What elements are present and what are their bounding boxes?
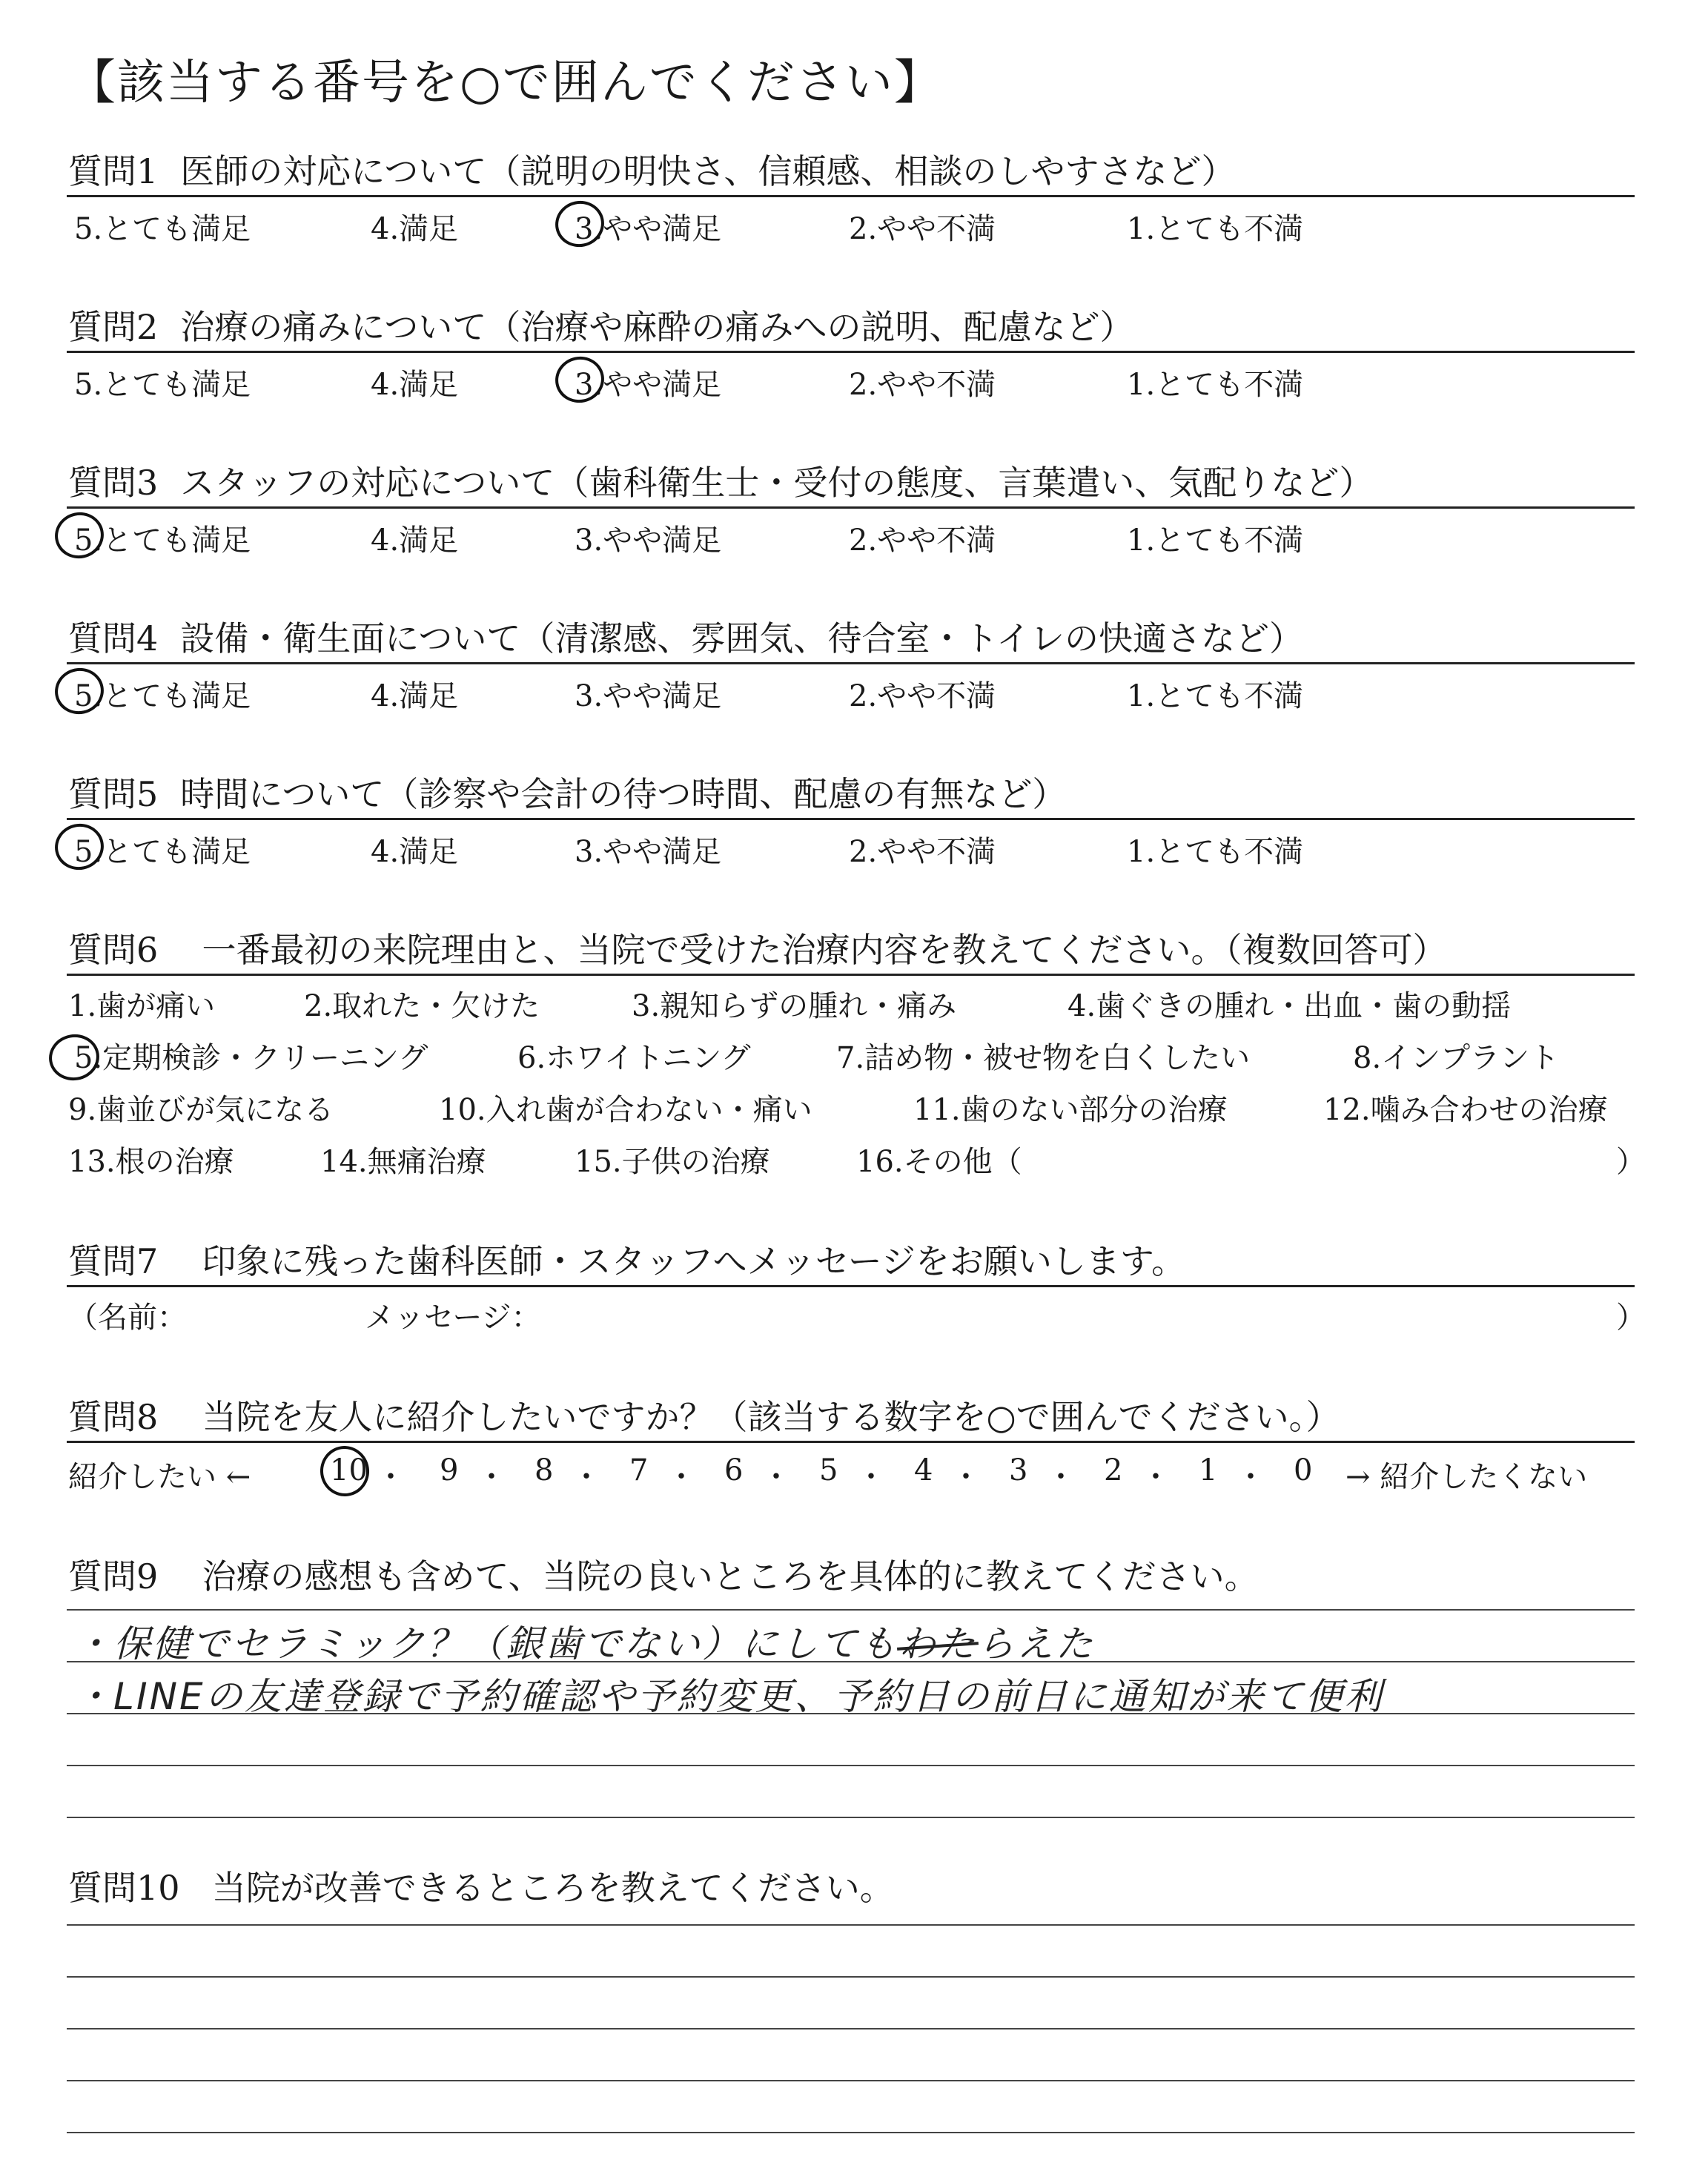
question-text: 治療の痛みについて（治療や麻酔の痛みへの説明、配慮など） — [180, 307, 1134, 347]
rating-option[interactable]: 5.とても満足 — [74, 524, 251, 558]
rating-option[interactable]: 2.やや不満 — [849, 835, 996, 869]
rating-option[interactable]: 2.やや不満 — [849, 368, 996, 402]
answer-line — [67, 1609, 1635, 1611]
treatment-option[interactable]: 6.ホワイトニング — [517, 1041, 751, 1075]
question-label: 質問7 — [68, 1241, 159, 1281]
scale-separator: ・ — [477, 1460, 506, 1494]
message-label: メッセージ： — [365, 1301, 541, 1335]
question-label: 質問10 — [68, 1868, 180, 1908]
selection-circle — [317, 1443, 373, 1500]
rating-option[interactable]: 5.とても満足 — [74, 212, 251, 246]
scale-separator: ・ — [572, 1460, 601, 1494]
rating-option[interactable]: 5.とても満足 — [74, 368, 251, 402]
question-text: 治療の感想も含めて、当院の良いところを具体的に教えてください。 — [202, 1556, 1259, 1596]
scale-number[interactable]: 2 — [1104, 1453, 1123, 1487]
answer-line — [67, 1817, 1635, 1818]
rating-option[interactable]: 4.満足 — [371, 212, 459, 246]
rating-option[interactable]: 3.やや満足 — [575, 835, 722, 869]
question-text: 時間について（診察や会計の待つ時間、配慮の有無など） — [180, 774, 1067, 814]
question-label: 質問2 — [68, 307, 159, 347]
question-label: 質問8 — [68, 1397, 159, 1437]
scale-number[interactable]: 1 — [1199, 1453, 1218, 1487]
answer-line — [67, 2080, 1635, 2081]
treatment-option[interactable]: 14.無痛治療 — [320, 1145, 486, 1179]
answer-line — [67, 2132, 1635, 2133]
question-text: 一番最初の来院理由と、当院で受けた治療内容を教えてください。（複数回答可） — [202, 930, 1447, 970]
question-text: 当院が改善できるところを教えてください。 — [211, 1868, 894, 1908]
treatment-option[interactable]: 15.子供の治療 — [575, 1145, 770, 1179]
scale-number[interactable]: 3 — [1009, 1453, 1028, 1487]
treatment-option[interactable]: 2.取れた・欠けた — [304, 989, 540, 1023]
answer-line — [67, 2028, 1635, 2029]
scale-separator: ・ — [376, 1460, 406, 1494]
scale-number[interactable]: 9 — [440, 1453, 459, 1487]
treatment-option[interactable]: 3.親知らずの腫れ・痛み — [632, 989, 957, 1023]
rating-option[interactable]: 3.やや満足 — [575, 368, 722, 402]
close-paren: ） — [1616, 1301, 1646, 1335]
question-rule — [67, 974, 1635, 976]
scale-number[interactable]: 8 — [534, 1453, 554, 1487]
rating-option[interactable]: 3.やや満足 — [575, 212, 722, 246]
question-rule — [67, 1441, 1635, 1443]
rating-option[interactable]: 4.満足 — [371, 368, 459, 402]
rating-option[interactable]: 3.やや満足 — [575, 679, 722, 713]
treatment-option[interactable]: 11.歯のない部分の治療 — [913, 1093, 1228, 1127]
rating-option[interactable]: 1.とても不満 — [1127, 679, 1304, 713]
treatment-option[interactable]: 16.その他（ — [856, 1145, 1022, 1179]
question-label: 質問9 — [68, 1556, 159, 1596]
page-title: 【該当する番号を○で囲んでください】 — [68, 56, 943, 110]
scale-number[interactable]: 6 — [724, 1453, 744, 1487]
scale-separator: ・ — [1046, 1460, 1076, 1494]
rating-option[interactable]: 1.とても不満 — [1127, 368, 1304, 402]
scale-separator: ・ — [666, 1460, 696, 1494]
treatment-option[interactable]: 1.歯が痛い — [68, 989, 216, 1023]
rating-option[interactable]: 5.とても満足 — [74, 835, 251, 869]
treatment-option[interactable]: 7.詰め物・被せ物を白くしたい — [836, 1041, 1251, 1075]
question-text: スタッフの対応について（歯科衛生士・受付の態度、言葉遣い、気配りなど） — [180, 463, 1374, 503]
answer-line — [67, 1976, 1635, 1978]
question-rule — [67, 351, 1635, 353]
treatment-option[interactable]: 5.定期検診・クリーニング — [74, 1041, 428, 1075]
question-rule — [67, 506, 1635, 509]
question-rule — [67, 1285, 1635, 1287]
scale-separator: ・ — [1141, 1460, 1171, 1494]
scale-separator: ・ — [951, 1460, 981, 1494]
name-label: （名前： — [68, 1301, 187, 1335]
scale-separator: ・ — [1236, 1460, 1265, 1494]
rating-option[interactable]: 4.満足 — [371, 835, 459, 869]
scale-number[interactable]: 5 — [819, 1453, 838, 1487]
rating-option[interactable]: 2.やや不満 — [849, 524, 996, 558]
treatment-option[interactable]: 4.歯ぐきの腫れ・出血・歯の動揺 — [1068, 989, 1512, 1023]
scale-number[interactable]: 7 — [629, 1453, 649, 1487]
question-text: 設備・衛生面について（清潔感、雰囲気、待合室・トイレの快適さなど） — [180, 618, 1304, 658]
rating-option[interactable]: 3.やや満足 — [575, 524, 722, 558]
rating-option[interactable]: 1.とても不満 — [1127, 212, 1304, 246]
other-close-paren: ） — [1616, 1145, 1646, 1179]
rating-option[interactable]: 2.やや不満 — [849, 212, 996, 246]
question-text: 医師の対応について（説明の明快さ、信頼感、相談のしやすさなど） — [180, 151, 1236, 191]
answer-line — [67, 1924, 1635, 1926]
treatment-option[interactable]: 9.歯並びが気になる — [68, 1093, 334, 1127]
question-label: 質問5 — [68, 774, 159, 814]
question-label: 質問3 — [68, 463, 159, 503]
question-label: 質問6 — [68, 930, 159, 970]
scale-separator: ・ — [761, 1460, 791, 1494]
question-rule — [67, 818, 1635, 820]
question-label: 質問1 — [68, 151, 159, 191]
scale-number[interactable]: 0 — [1294, 1453, 1313, 1487]
question-label: 質問4 — [68, 618, 159, 658]
treatment-option[interactable]: 13.根の治療 — [68, 1145, 234, 1179]
handwritten-answer-line-1: ・保健でセラミック？（銀歯でない）にしてもわたらえた — [74, 1622, 1095, 1665]
scale-number[interactable]: 10 — [330, 1453, 368, 1487]
treatment-option[interactable]: 8.インプラント — [1353, 1041, 1560, 1075]
scale-left-label: 紹介したい ← — [68, 1460, 251, 1494]
rating-option[interactable]: 1.とても不満 — [1127, 524, 1304, 558]
question-text: 当院を友人に紹介したいですか？（該当する数字を○で囲んでください。） — [202, 1397, 1340, 1437]
question-rule — [67, 195, 1635, 197]
rating-option[interactable]: 4.満足 — [371, 524, 459, 558]
scale-separator: ・ — [856, 1460, 886, 1494]
scale-number[interactable]: 4 — [914, 1453, 933, 1487]
answer-line — [67, 1765, 1635, 1766]
treatment-option[interactable]: 10.入れ歯が合わない・痛い — [439, 1093, 812, 1127]
rating-option[interactable]: 5.とても満足 — [74, 679, 251, 713]
treatment-option[interactable]: 12.噛み合わせの治療 — [1323, 1093, 1608, 1127]
handwritten-answer-line-2: ・LINEの友達登録で予約確認や予約変更、予約日の前日に通知が来て便利 — [74, 1675, 1384, 1718]
scale-right-label: → 紹介したくない — [1345, 1460, 1588, 1494]
question-rule — [67, 662, 1635, 664]
struck-text: わた — [898, 1622, 977, 1665]
rating-option[interactable]: 4.満足 — [371, 679, 459, 713]
rating-option[interactable]: 2.やや不満 — [849, 679, 996, 713]
question-text: 印象に残った歯科医師・スタッフへメッセージをお願いします。 — [202, 1241, 1186, 1281]
rating-option[interactable]: 1.とても不満 — [1127, 835, 1304, 869]
